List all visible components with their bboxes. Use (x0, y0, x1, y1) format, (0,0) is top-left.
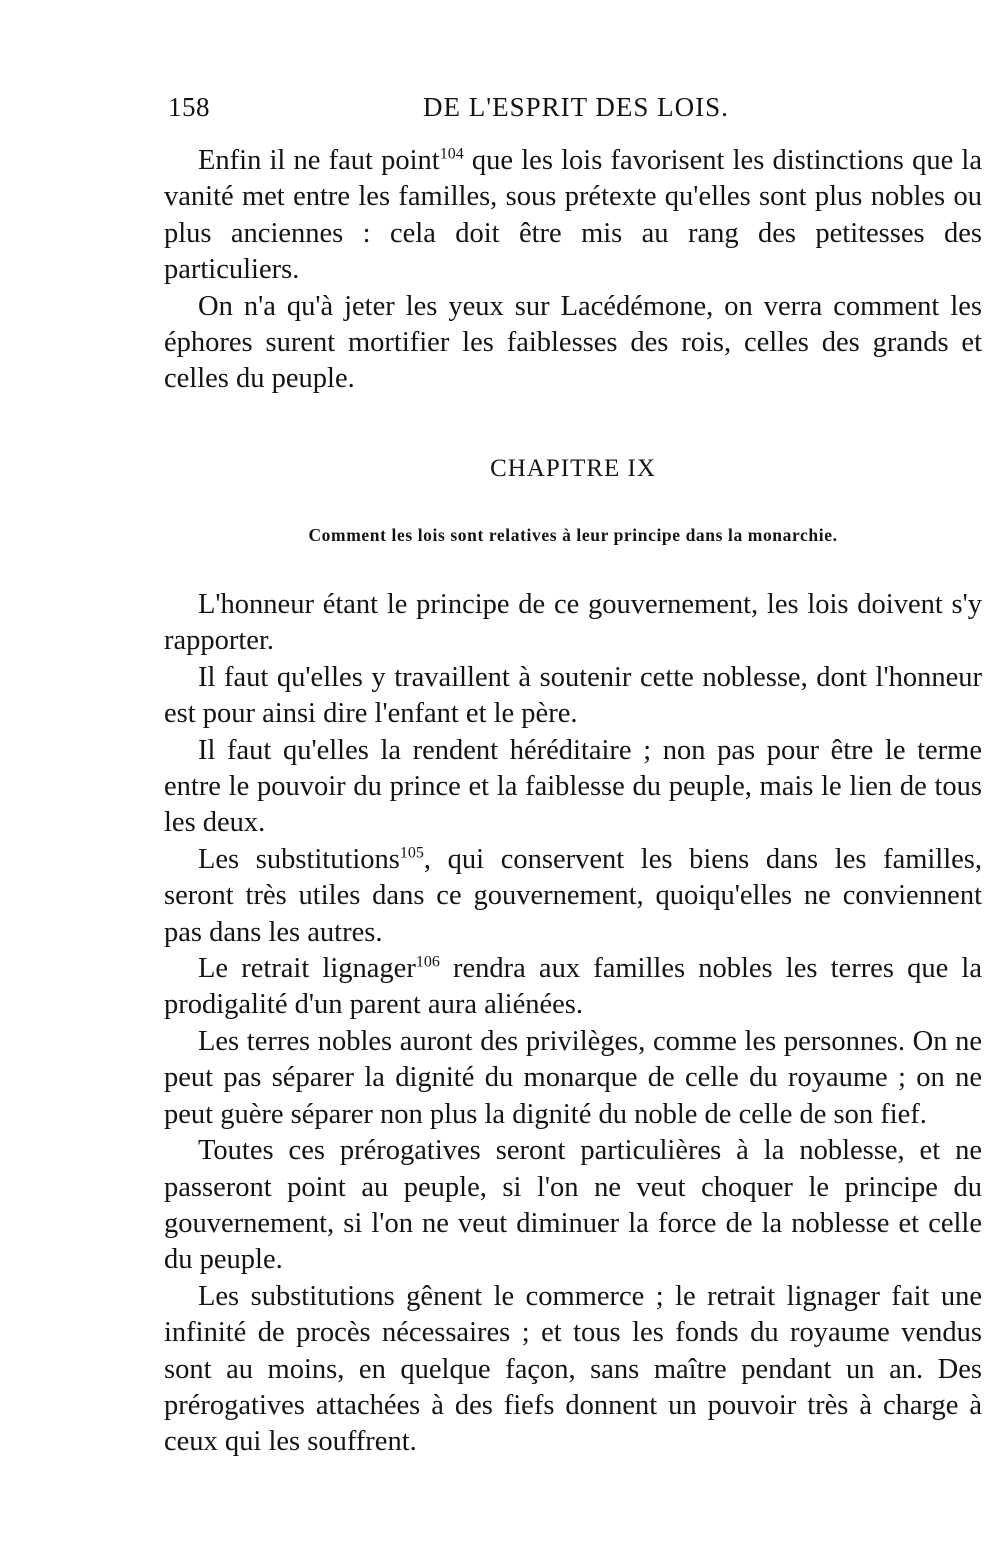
chapter-subtitle: Comment les lois sont relatives à leur principe dans la monarchie. (308, 525, 838, 545)
paragraph: Les terres nobles auront des privilèges, comme les personnes. On ne peut pas séparer la dignité du monarque de celle du royaume ; on ne peut guère séparer non plus la dignité du noble de celle de son fief. (164, 1025, 982, 1130)
paragraph: Les substitutions gênent le commerce ; le retrait lignager fait une infinité de procès nécessaires ; et tous les fonds du royaume vendus sont au moins, en quelque façon, sans maître pendant un an. Des prérogatives attachées à des fiefs donnent un pouvoir très à charge à ceux qui les souffrent. (164, 1280, 982, 1458)
paragraph: Le retrait lignager$^{106}$ rendra aux familles nobles les terres que la prodigalité d'un parent aura aliénées. (164, 953, 982, 1021)
footnote-ref: 104 (439, 145, 464, 163)
paragraph: Il faut qu'elles la rendent héréditaire ; non pas pour être le terme entre le pouvoir du prince et la faiblesse du peuple, mais le lien de tous les deux. (164, 734, 982, 839)
paragraph: Toutes ces prérogatives seront particulières à la noblesse, et ne passeront point au peuple, si l'on ne veut choquer le principe du gouvernement, si l'on ne veut diminuer la force de la noblesse et celle du peuple. (164, 1135, 982, 1276)
paragraph: Il faut qu'elles y travaillent à soutenir cette noblesse, dont l'honneur est pour ainsi dire l'enfant et le père. (164, 661, 982, 730)
paragraph: Enfin il ne faut point$^{104}$ que les lois favorisent les distinctions que la vanité met entre les familles, sous prétexte qu'elles sont plus nobles ou plus anciennes : cela doit être mis au rang des petitesses des particuliers. (164, 145, 982, 286)
chapter-text (164, 587, 982, 1461)
chapter-title: CHAPITRE IX (490, 455, 656, 482)
intro-text (164, 143, 982, 398)
footnote-ref: 106 (415, 953, 440, 971)
running-title: DE L'ESPRIT DES LOIS. (423, 92, 729, 122)
paragraph: Les substitutions$^{105}$, qui conservent les biens dans les familles, seront très utiles dans ce gouvernement, quoiqu'elles ne conviennent pas dans les autres. (164, 843, 983, 948)
footnote-ref: 105 (399, 844, 424, 862)
paragraph: On n'a qu'à jeter les yeux sur Lacédémone, on verra comment les éphores surent mortifier les faiblesses des rois, celles des grands et celles du peuple. (164, 290, 982, 395)
running-head (168, 92, 980, 128)
page-number: 158 (168, 92, 210, 122)
paragraph: L'honneur étant le principe de ce gouvernement, les lois doivent s'y rapporter. (164, 589, 982, 657)
